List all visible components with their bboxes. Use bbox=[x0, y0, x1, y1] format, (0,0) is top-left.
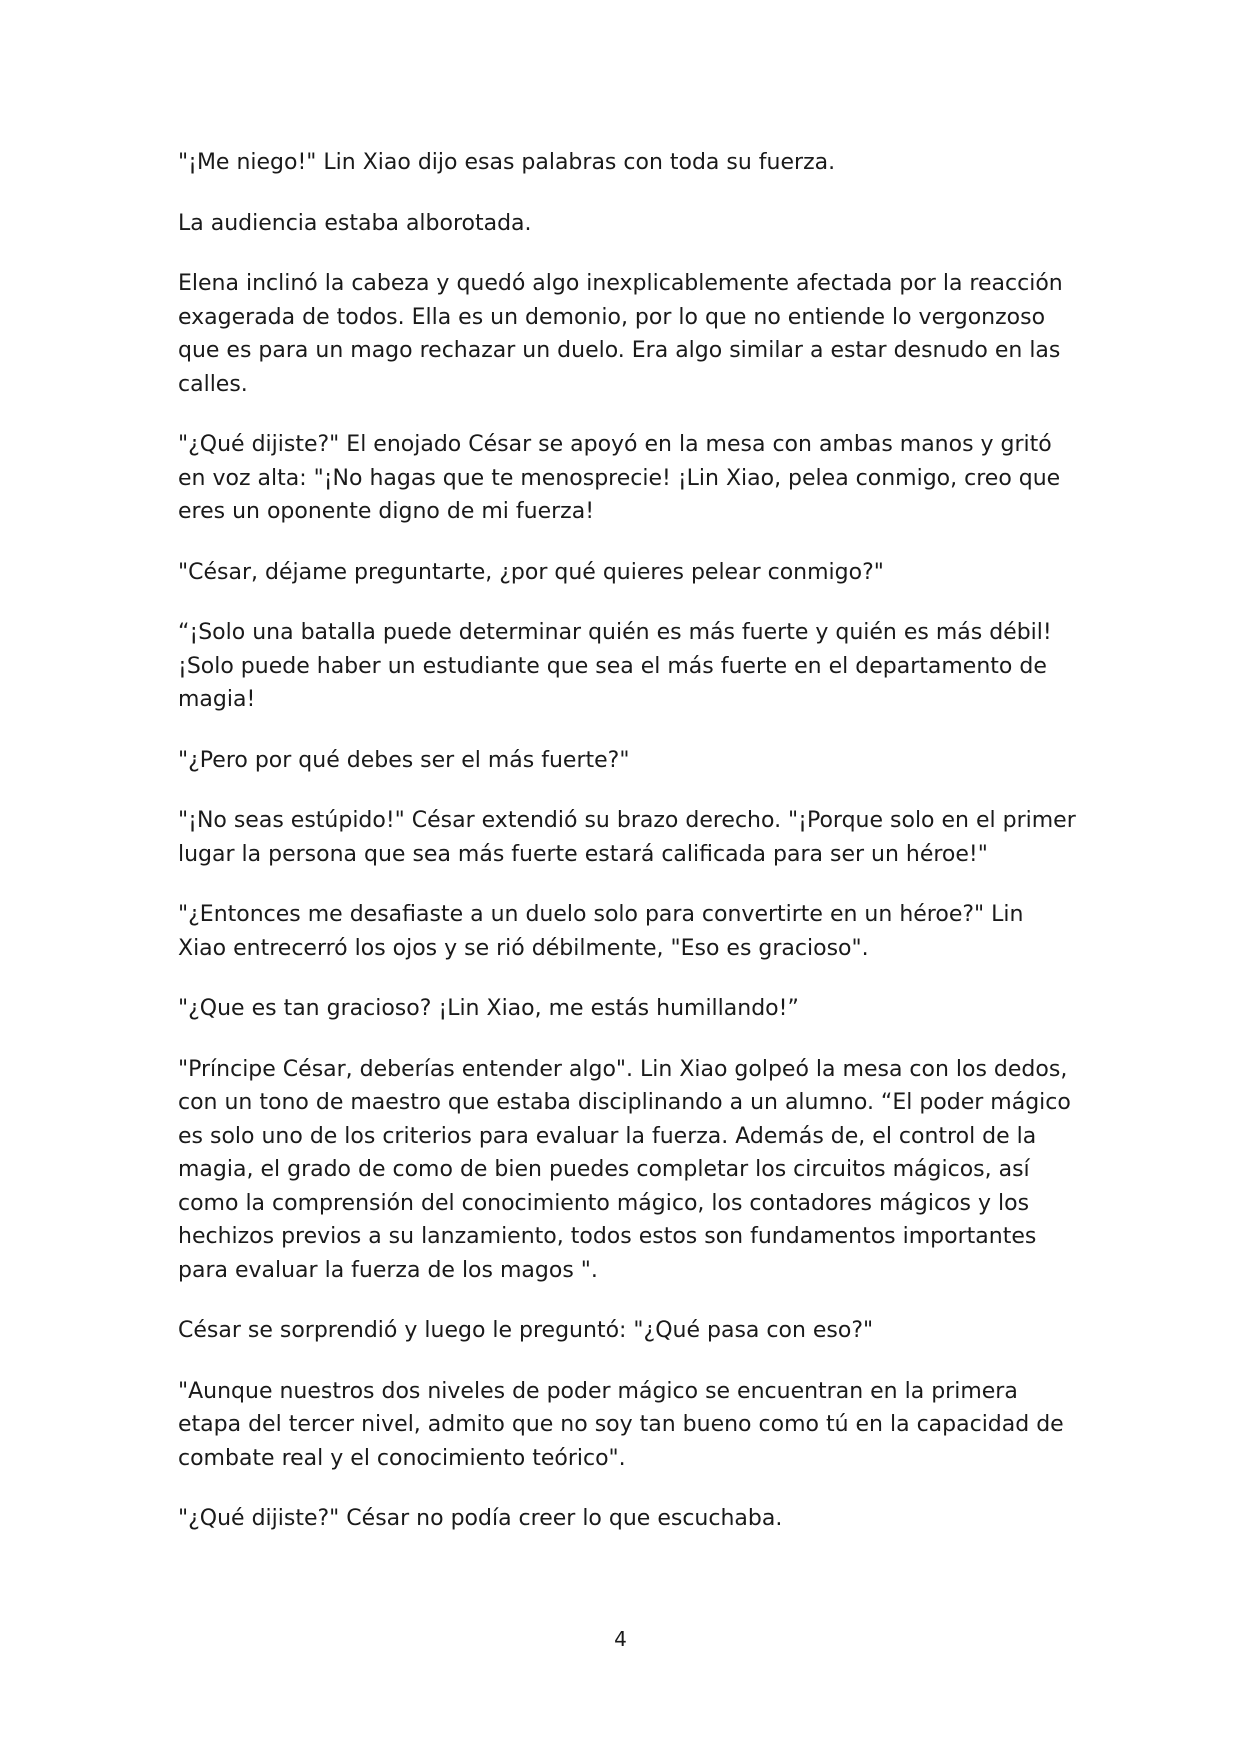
paragraph: "¿Pero por qué debes ser el más fuerte?" bbox=[178, 747, 630, 773]
paragraph: "¡No seas estúpido!" César extendió su brazo derecho. "¡Porque solo en el primer lugar la persona que sea más fuerte estará calificada para ser un héroe!" bbox=[178, 808, 1076, 867]
paragraph: César se sorprendió y luego le preguntó: "¿Qué pasa con eso?" bbox=[178, 1318, 874, 1343]
paragraph: "¿Qué dijiste?" César no podía creer lo que escuchaba. bbox=[178, 1506, 783, 1531]
paragraph: "Aunque nuestros dos niveles de poder mágico se encuentran en la primera etapa del tercer nivel, admito que no soy tan bueno como tú en la capacidad de combate real y el conocimiento teórico". bbox=[178, 1378, 1064, 1471]
page-number: 4 bbox=[614, 1627, 627, 1651]
paragraph: "¿Entonces me desafiaste a un duelo solo para convertirte en un héroe?" Lin Xiao entrecerró los ojos y se rió débilmente, "Eso es gracioso". bbox=[178, 902, 1024, 961]
paragraph: Elena inclinó la cabeza y quedó algo inexplicablemente afectada por la reacción exagerada de todos. Ella es un demonio, por lo que no entiende lo vergonzoso que es para un mago rechazar un duelo. Era algo similar a estar desnudo en las calles. bbox=[178, 271, 1063, 397]
paragraph: "César, déjame preguntarte, ¿por qué quieres pelear conmigo?" bbox=[178, 559, 884, 585]
paragraph: La audiencia estaba alborotada. bbox=[178, 210, 532, 236]
paragraph: "Príncipe César, deberías entender algo". Lin Xiao golpeó la mesa con los dedos, con un tono de maestro que estaba disciplinando a un alumno. “El poder mágico es solo uno de los criterios para evaluar la fuerza. Además de, el control de la magia, el grado de como de bien puedes completar los circuitos mágicos, así como la comprensión del conocimiento mágico, los contadores mágicos y los hechizos previos a su lanzamiento, todos estos son fundamentos importantes para evaluar la fuerza de los magos ". bbox=[178, 1056, 1071, 1283]
paragraph: "¡Me niego!" Lin Xiao dijo esas palabras con toda su fuerza. bbox=[178, 150, 836, 175]
paragraph: "¿Que es tan gracioso? ¡Lin Xiao, me estás humillando!” bbox=[178, 996, 799, 1021]
paragraph: "¿Qué dijiste?" El enojado César se apoyó en la mesa con ambas manos y gritó en voz alta: "¡No hagas que te menosprecie! ¡Lin Xiao, pelea conmigo, creo que eres un oponente digno de mi fuerza! bbox=[178, 432, 1061, 524]
paragraph: “¡Solo una batalla puede determinar quién es más fuerte y quién es más débil! ¡Solo puede haber un estudiante que sea el más fuerte en el departamento de magia! bbox=[178, 620, 1052, 712]
body-text bbox=[178, 146, 1078, 1563]
